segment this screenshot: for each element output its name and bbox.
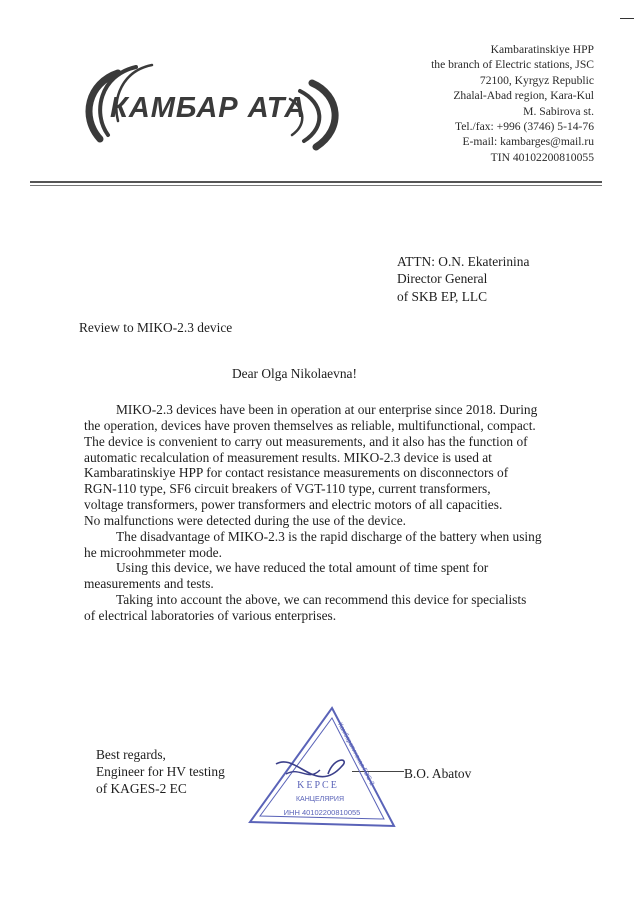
- body-line: automatic recalculation of measurement results. MIKO-2.3 device is used at: [84, 449, 492, 465]
- body-line: of electrical laboratories of various enterprises.: [84, 607, 337, 623]
- organization-address: [274, 42, 594, 165]
- addressee-block: [397, 253, 529, 305]
- attn-line: ATTN: O.N. Ekaterinina: [397, 254, 530, 269]
- signer-title: Engineer for HV testing: [96, 763, 225, 779]
- body-line: Using this device, we have reduced the total amount of time spent for: [116, 560, 489, 576]
- body-line: The disadvantage of MIKO-2.3 is the rapid discharge of the battery when using: [116, 528, 542, 544]
- org-tin: TIN 40102200810055: [490, 150, 594, 164]
- org-name: Kambaratinskiye HPP: [490, 43, 594, 56]
- body-line: No malfunctions were detected during the use of the device.: [84, 512, 407, 528]
- header-divider: [30, 181, 602, 187]
- stamp-top-text: Камбаратинская ГЭС-2: [336, 721, 376, 787]
- org-region: Zhalal-Abad region, Kara-Kul: [453, 89, 594, 103]
- signature-block: [96, 747, 225, 797]
- corner-mark: [620, 18, 634, 19]
- logo-text: КАМБАР АТА: [110, 92, 307, 124]
- attn-company: of SKB EP, LLC: [397, 288, 488, 304]
- letter-body: [84, 402, 604, 624]
- official-stamp: [246, 704, 396, 832]
- org-street: M. Sabirova st.: [523, 104, 594, 118]
- org-branch: the branch of Electric stations, JSC: [431, 58, 594, 72]
- closing: Best regards,: [96, 747, 166, 762]
- org-email: E-mail: kambarges@mail.ru: [462, 135, 594, 149]
- body-line: MIKO-2.3 devices have been in operation at our enterprise since 2018. During: [116, 402, 538, 417]
- signer-name: B.O. Abatov: [404, 766, 472, 781]
- attn-title: Director General: [397, 271, 488, 287]
- letter-subject: Review to MIKO-2.3 device: [79, 320, 233, 335]
- body-line: RGN-110 type, SF6 circuit breakers of VGT-110 type, current transformers,: [84, 481, 491, 497]
- body-line: he microohmmeter mode.: [84, 544, 222, 560]
- org-phone: Tel./fax: +996 (3746) 5-14-76: [454, 120, 594, 134]
- body-line: The device is convenient to carry out measurements, and it also has the function of: [84, 433, 528, 449]
- org-postal: 72100, Kyrgyz Republic: [479, 73, 594, 87]
- body-line: Kambaratinskiye HPP for contact resistance measurements on disconnectors of: [84, 465, 509, 481]
- body-line: voltage transformers, power transformers and electric motors of all capacities.: [84, 497, 503, 513]
- salutation: Dear Olga Nikolaevna!: [232, 366, 357, 381]
- signer-org: of KAGES-2 EC: [96, 780, 187, 796]
- stamp-inn: ИНН 40102200810055: [283, 808, 361, 817]
- body-line: the operation, devices have proven themselves as reliable, multifunctional, compact.: [84, 417, 536, 433]
- body-line: Taking into account the above, we can recommend this device for specialists: [116, 592, 527, 608]
- stamp-sub-text: КАНЦЕЛЯРИЯ: [295, 796, 345, 803]
- body-line: measurements and tests.: [84, 576, 214, 592]
- stamp-center-text: KEPCE: [297, 780, 339, 791]
